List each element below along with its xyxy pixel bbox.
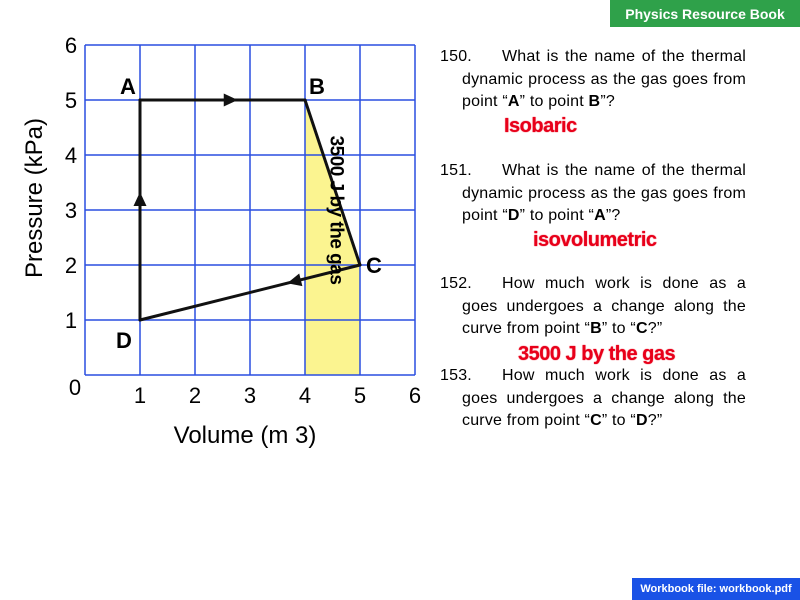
question-number: 152. xyxy=(440,275,472,292)
x-tick-label: 6 xyxy=(408,383,422,408)
direction-arrow-A-B xyxy=(224,94,238,107)
point-label-B: B xyxy=(309,74,325,99)
origin-label: 0 xyxy=(68,375,82,400)
y-tick-label: 3 xyxy=(64,198,78,223)
question-text: How much work is done as a goes undergoes a change along the curve from point “B” to “C?” xyxy=(462,275,746,337)
question-text: What is the name of the thermal dynamic process as the gas goes from point “A” to point B”? xyxy=(462,48,746,110)
y-axis-label: Pressure (kPa) xyxy=(21,117,48,279)
question-152 xyxy=(440,273,746,341)
point-label-A: A xyxy=(120,74,136,99)
y-tick-label: 1 xyxy=(64,308,78,333)
question-151 xyxy=(440,160,746,228)
y-tick-label: 4 xyxy=(64,143,78,168)
x-tick-label: 2 xyxy=(188,383,202,408)
label-layer xyxy=(21,33,421,449)
answer-152: 3500 J by the gas xyxy=(518,343,676,365)
question-text: What is the name of the thermal dynamic process as the gas goes from point “D” to point “A”? xyxy=(462,162,746,224)
point-label-C: C xyxy=(366,253,382,278)
x-tick-label: 4 xyxy=(298,383,312,408)
direction-arrow-D-A xyxy=(134,192,147,206)
y-tick-label: 5 xyxy=(64,88,78,113)
shaded-region-label: 3500 J by the gas xyxy=(325,135,347,285)
x-tick-label: 5 xyxy=(353,383,367,408)
question-number: 153. xyxy=(440,367,472,384)
pv-diagram xyxy=(0,0,430,460)
resource-book-badge: Physics Resource Book xyxy=(610,0,800,27)
x-tick-label: 3 xyxy=(243,383,257,408)
x-axis-label: Volume (m 3) xyxy=(173,422,317,449)
question-150 xyxy=(440,46,746,114)
answer-151: isovolumetric xyxy=(533,229,657,251)
y-tick-label: 2 xyxy=(64,253,78,278)
question-text: How much work is done as a goes undergoes a change along the curve from point “C” to “D?” xyxy=(462,367,746,429)
x-tick-label: 1 xyxy=(133,383,147,408)
question-153 xyxy=(440,365,746,433)
y-tick-label: 6 xyxy=(64,33,78,58)
direction-arrow-C-D xyxy=(287,273,302,286)
question-number: 150. xyxy=(440,48,472,65)
workbook-file-badge: Workbook file: workbook.pdf xyxy=(632,578,800,600)
question-number: 151. xyxy=(440,162,472,179)
answer-150: Isobaric xyxy=(504,115,577,137)
point-label-D: D xyxy=(116,328,132,353)
